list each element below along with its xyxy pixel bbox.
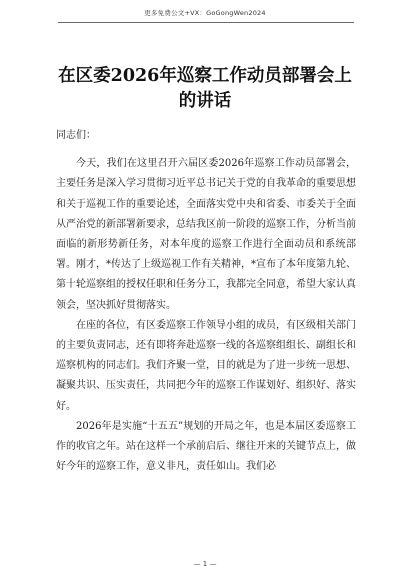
- header-note: 更多免费公文+VX：GoGongWen2024: [144, 9, 266, 17]
- body-paragraph: 在座的各位，有区委巡察工作领导小组的成员，有区级相关部门的主要负责同志，还有即将奔赴巡察一线的各巡察组组长、副组长和巡察机构的同志们。我们齐聚一堂，目的就是为了进一步统一思想、凝聚共识、压实责任，共同把今年的巡察工作谋划好、组织好、落实好。: [56, 319, 356, 412]
- header-divider: [58, 22, 354, 23]
- document-title: 在区委2026年巡察工作动员部署会上的讲话: [58, 66, 352, 111]
- document-body: [56, 126, 356, 477]
- salutation: 同志们：: [56, 130, 96, 141]
- body-paragraph: 今天，我们在这里召开六届区委2026年巡察工作动员部署会，主要任务是深入学习贯彻习近平总书记关于党的自我革命的重要思想和关于巡视工作的重要论述，全面落实党中央和省委、市委关于全面从严治党的新部署新要求，总结我区前一阶段的巡察工作，分析当前面临的新形势新任务，对本年度的巡察工作进行全面动员和系统部署。刚才，*传达了上级巡视工作有关精神，*宣布了本年度第九轮、第十轮巡察组的授权任职和任务分工，我都完全同意，希望大家认真领会，坚决抓好贯彻落实。: [56, 158, 356, 311]
- body-paragraph: 2026年是实施“十五五”规划的开局之年，也是本届区委巡察工作的收官之年。站在这样一个承前启后、继往开来的关键节点上，做好今年的巡察工作，意义非凡，责任如山。我们必: [56, 420, 356, 473]
- page-number: — 1 —: [193, 560, 217, 568]
